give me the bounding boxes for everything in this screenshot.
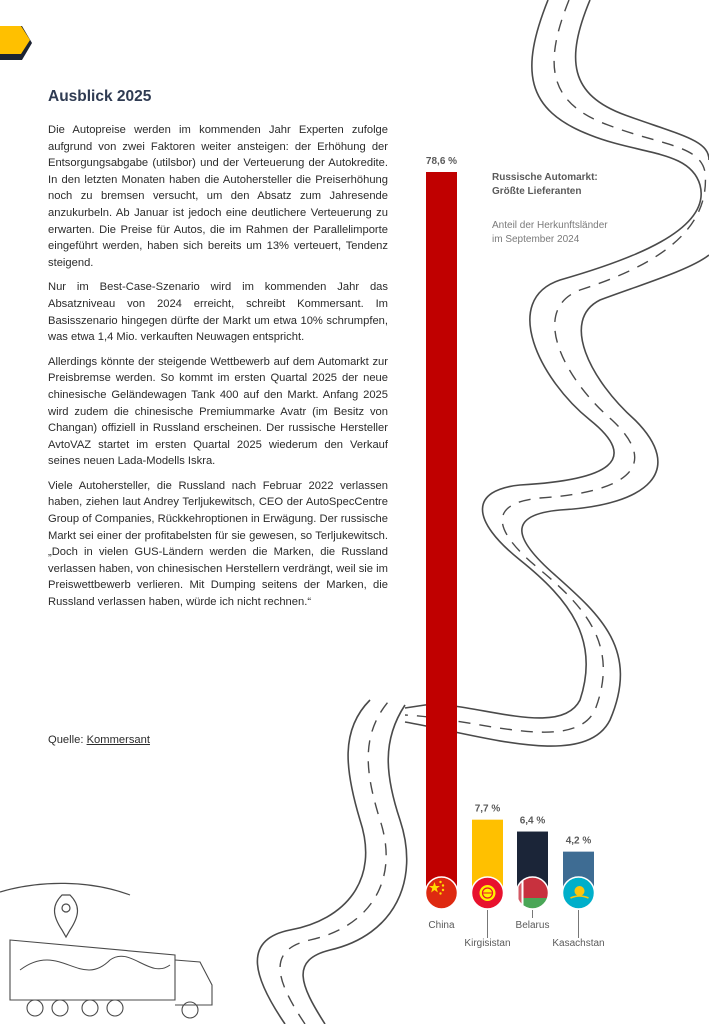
- chart-subtitle-line1: Anteil der Herkunftsländer: [492, 220, 608, 231]
- category-label: Kirgisistan: [464, 938, 511, 949]
- category-label: Belarus: [515, 920, 550, 931]
- source-link[interactable]: Kommersant: [86, 734, 150, 746]
- category-label: Kasachstan: [552, 938, 605, 949]
- value-label: 7,7 %: [474, 803, 501, 815]
- source-label: Quelle:: [48, 734, 84, 746]
- value-label: 78,6 %: [425, 156, 458, 167]
- chart-subtitle-line2: im September 2024: [492, 234, 580, 245]
- chart-title-line1: Russische Automarkt:: [492, 172, 598, 183]
- category-label: China: [428, 920, 455, 931]
- article-heading: Ausblick 2025: [48, 88, 152, 105]
- article-paragraph: Nur im Best-Case-Szenario wird im kommenden Jahr das Absatzniveau von 2024 erreicht, schreibt Kommersant. Im Basisszenario hingegen dürfte der Markt um etwa 10% schrumpfen, was etwa 1,4 Mio. verkauften Neuwagen entspricht.: [48, 281, 388, 344]
- chart-title-line2: Größte Lieferanten: [492, 186, 582, 197]
- yellow-tab-marker: [0, 26, 32, 60]
- article-body: [48, 122, 388, 619]
- value-label: 4,2 %: [565, 835, 592, 847]
- article-paragraph: Allerdings könnte der steigende Wettbewerb auf dem Automarkt zur Preisbremse werden. So kommt im ersten Quartal 2025 der neue chinesische Geländewagen Tank 400 auf den Markt. Anfang 2025 wird zudem die chinesische Premiummarke Avatr (im Besitz von Changan) offiziell in Russland erscheinen. Der russische Hersteller AvtoVAZ startet im ersten Quartal 2025 wiederum den Verkauf seines neuen Lada-Modells Iskra.: [48, 355, 388, 468]
- article-paragraph: Viele Autohersteller, die Russland nach Februar 2022 verlassen haben, ziehen laut Andrey Terljukewitsch, CEO der AutoSpecCentre Group of Companies, Rückkehroptionen in Erwägung. Der russische Markt sei einer der profitabelsten für sie gewesen, so Terljukewitsch. „Doch in vielen GUS-Ländern werden die Marken, die Russland verlassen haben, von chinesischen Herstellern verdrängt, weil sie im Preiswettbewerb verlieren. Mit Dumping seitens der Marken, die Russland verlassen haben, würde ich nicht rechnen.“: [48, 479, 388, 609]
- source-line: [48, 734, 150, 746]
- chart-title: [492, 171, 598, 199]
- chart-subtitle: [492, 219, 608, 247]
- article-paragraph: Die Autopreise werden im kommenden Jahr Experten zufolge aufgrund von zwei Faktoren weiter ansteigen: der Erhöhung der Entsorgungsabgabe (utilsbor) und der Verteuerung der Autokredite. In den letzten Monaten haben die Autohersteller die Preiserhöhung noch zu bremsen versucht, um den Absatz zum Jahresende anzukurbeln. Ab Januar ist jedoch eine deutlichere Verteuerung zu erwarten. Die Preise für Autos, die im Rahmen der Parallelimporte eingeführt werden, haben sich bereits um 13% verteuert, Tendenz steigend.: [48, 124, 388, 269]
- value-label: 6,4 %: [519, 815, 546, 827]
